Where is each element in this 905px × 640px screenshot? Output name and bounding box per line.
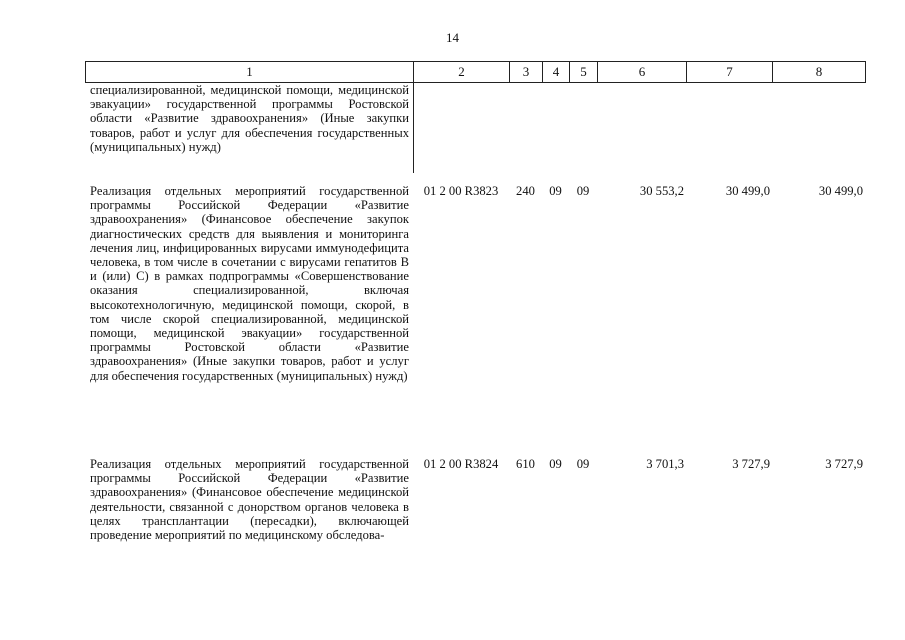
row-expense-type: 610 — [516, 457, 535, 471]
header-col-1: 1 — [86, 62, 414, 83]
row-amount-col8: 3 727,9 — [825, 457, 863, 471]
row-amount-col7: 3 727,9 — [732, 457, 770, 471]
row-section: 09 — [549, 457, 562, 471]
header-col-6: 6 — [598, 62, 687, 83]
header-col-3: 3 — [510, 62, 543, 83]
header-col-7: 7 — [687, 62, 773, 83]
page-number: 14 — [446, 30, 459, 45]
header-col-5: 5 — [570, 62, 598, 83]
table-header — [85, 61, 866, 83]
row-subsection: 09 — [576, 457, 590, 471]
continuation-block — [85, 83, 865, 154]
header-col-2: 2 — [414, 62, 510, 83]
column-divider — [413, 83, 414, 173]
header-col-8: 8 — [773, 62, 866, 83]
table-row — [85, 457, 865, 542]
row-description: Реализация отдельных мероприятий государственной программы Российской Федерации «Развитие здравоохранения» (Финансовое обеспечение закупок диагностических средств для выявления и мониторинга лечения лиц, инфицированных вирусами иммунодефицита человека, в том числе в сочетании с вирусами гепатитов В и (или) С) в рамках подпрограммы «Совершенствование оказания специализированной, включая высокотехнологичную, медицинской помощи, скорой, в том числе скорой специализированной, медицинской помощи, медицинской эвакуации» государственной программы Ростовской области «Развитие здравоохранения» (Иные закупки товаров, работ и услуг для обеспечения государственных (муниципальных) нужд) — [90, 184, 409, 383]
continuation-description: специализированной, медицинской помощи, медицинской эвакуации» государственной программы Ростовской области «Развитие здравоохранения» (Иные закупки товаров, работ и услуг для обеспечения государственных (муниципальных) нужд) — [90, 83, 409, 154]
row-amount-col6: 30 553,2 — [639, 184, 684, 198]
row-amount-col8: 30 499,0 — [818, 184, 863, 198]
row-target-code: 01 2 00 R3824 — [423, 457, 499, 471]
row-amount-col6: 3 701,3 — [646, 457, 684, 471]
row-amount-col7: 30 499,0 — [725, 184, 770, 198]
row-expense-type: 240 — [516, 184, 535, 198]
table-row — [85, 184, 865, 383]
row-target-code: 01 2 00 R3823 — [423, 184, 499, 198]
row-section: 09 — [549, 184, 562, 198]
row-subsection: 09 — [576, 184, 590, 198]
header-col-4: 4 — [543, 62, 570, 83]
row-description: Реализация отдельных мероприятий государственной программы Российской Федерации «Развитие здравоохранения» (Финансовое обеспечение медицинской деятельности, связанной с донорством органов человека в целях трансплантации (пересадки), включающей проведение мероприятий по медицинскому обследова- — [90, 457, 409, 543]
